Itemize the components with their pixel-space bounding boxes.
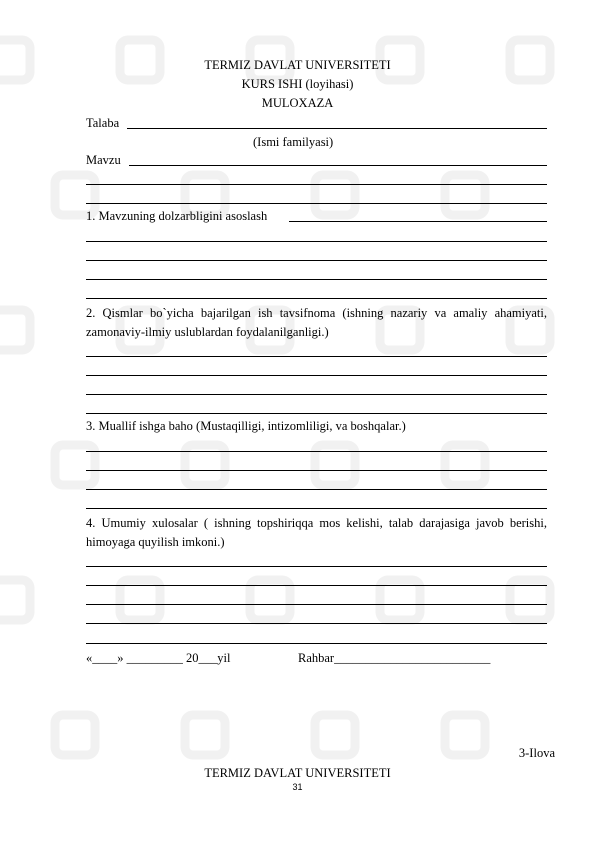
student-name-line[interactable]: [127, 128, 547, 129]
student-label: Talaba: [86, 116, 120, 130]
answer-line[interactable]: [86, 451, 547, 452]
answer-line[interactable]: [86, 394, 547, 395]
section-4-label: 4. Umumiy xulosalar ( ishning topshiriqqa mos kelishi, talab darajasiga javob berishi, himoyaga quyilish imkoni.): [86, 516, 547, 549]
student-hint: (Ismi familyasi): [253, 135, 334, 149]
answer-line[interactable]: [86, 643, 547, 644]
page-number: 31: [292, 782, 303, 792]
answer-line[interactable]: [86, 356, 547, 357]
answer-line[interactable]: [86, 298, 547, 299]
date-line: «____» _________ 20___yil: [86, 651, 231, 665]
section-1-label: 1. Mavzuning dolzarbligini asoslash: [86, 209, 268, 223]
university-name: TERMIZ DAVLAT UNIVERSITETI: [204, 58, 391, 72]
section-3-label: 3. Muallif ishga baho (Mustaqilligi, intizomliligi, va boshqalar.): [86, 419, 406, 433]
document-title: MULOXAZA: [261, 96, 334, 110]
topic-line[interactable]: [129, 165, 547, 166]
answer-line[interactable]: [86, 604, 547, 605]
annex-label: 3-Ilova: [518, 746, 555, 760]
topic-line[interactable]: [86, 203, 547, 204]
answer-line[interactable]: [86, 241, 547, 242]
topic-line[interactable]: [86, 184, 547, 185]
topic-label: Mavzu: [86, 153, 121, 167]
answer-line[interactable]: [86, 260, 547, 261]
answer-line[interactable]: [86, 489, 547, 490]
next-university-name: TERMIZ DAVLAT UNIVERSITETI: [204, 766, 391, 780]
answer-line[interactable]: [86, 470, 547, 471]
answer-line[interactable]: [86, 623, 547, 624]
answer-line[interactable]: [86, 585, 547, 586]
work-type: KURS ISHI (loyihasi): [241, 77, 354, 91]
answer-line[interactable]: [86, 508, 547, 509]
answer-line[interactable]: [86, 566, 547, 567]
answer-line[interactable]: [86, 279, 547, 280]
answer-line[interactable]: [289, 221, 547, 222]
section-2-label: 2. Qismlar bo`yicha bajarilgan ish tavsifnoma (ishning nazariy va amaliy ahamiyati, zamonaviy-ilmiy uslublardan foydalanilganligi.): [86, 306, 547, 339]
answer-line[interactable]: [86, 413, 547, 414]
supervisor-signature: Rahbar_________________________: [298, 651, 491, 665]
answer-line[interactable]: [86, 375, 547, 376]
